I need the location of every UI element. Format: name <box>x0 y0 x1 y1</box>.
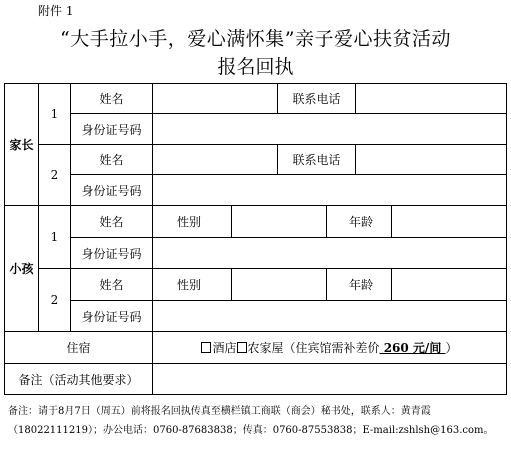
child-1-number: 1 <box>38 205 71 269</box>
child-2-number: 2 <box>38 268 71 332</box>
parent-1-phone-field[interactable] <box>355 83 507 114</box>
farmhouse-option-label: 农家屋 <box>247 341 284 355</box>
footer-note-line2: （18022111219）；办公电话：0760-87683838；传真：0760-87553838；E-mail:zshlsh@163.com。 <box>8 425 494 436</box>
name-label: 姓名 <box>70 83 153 114</box>
child-2-id-field[interactable] <box>152 300 507 332</box>
parent-2-id-field[interactable] <box>152 174 507 206</box>
contact-label: 联系电话 <box>277 144 356 175</box>
child-2-age-field[interactable] <box>391 268 507 301</box>
child-2-gender-field[interactable] <box>231 268 327 301</box>
name-label: 姓名 <box>70 268 153 301</box>
room-price: 260 元/间 <box>379 341 446 355</box>
child-1-id-field[interactable] <box>152 237 507 269</box>
age-label: 年龄 <box>326 205 392 238</box>
contact-label: 联系电话 <box>277 83 356 114</box>
id-label: 身份证号码 <box>70 174 153 206</box>
id-label: 身份证号码 <box>70 237 153 269</box>
id-label: 身份证号码 <box>70 113 153 145</box>
accommodation-note-end: ） <box>445 341 458 355</box>
hotel-checkbox[interactable] <box>201 342 211 353</box>
parent-1-number: 1 <box>38 83 71 145</box>
gender-label: 性别 <box>152 205 232 238</box>
parent-2-phone-field[interactable] <box>355 144 507 175</box>
hotel-option-label: 酒店 <box>212 341 237 355</box>
remarks-field[interactable] <box>152 363 507 395</box>
accommodation-label: 住宿 <box>4 331 153 364</box>
accommodation-note: （住宾馆需补差价 <box>283 341 380 355</box>
age-label: 年龄 <box>326 268 392 301</box>
child-section-label: 小孩 <box>4 205 39 332</box>
id-label: 身份证号码 <box>70 300 153 332</box>
footer-note-line1: 备注：请于8月7日（周五）前将报名回执传真至横栏镇工商联（商会）秘书处，联系人：黄青霞 <box>8 406 431 417</box>
name-label: 姓名 <box>70 144 153 175</box>
parent-2-name-field[interactable] <box>152 144 278 175</box>
parent-1-id-field[interactable] <box>152 113 507 145</box>
parent-section-label: 家长 <box>4 83 39 206</box>
farmhouse-checkbox[interactable] <box>237 342 247 353</box>
document-title: “大手拉小手，爱心满怀集”亲子爱心扶贫活动 <box>60 28 451 50</box>
parent-1-name-field[interactable] <box>152 83 278 114</box>
accommodation-options <box>152 331 507 364</box>
document-subtitle: 报名回执 <box>217 56 294 78</box>
remarks-label: 备注（活动其他要求） <box>4 363 153 395</box>
attachment-label: 附件 1 <box>38 4 74 18</box>
name-label: 姓名 <box>70 205 153 238</box>
child-1-gender-field[interactable] <box>231 205 327 238</box>
child-1-age-field[interactable] <box>391 205 507 238</box>
parent-2-number: 2 <box>38 144 71 206</box>
gender-label: 性别 <box>152 268 232 301</box>
